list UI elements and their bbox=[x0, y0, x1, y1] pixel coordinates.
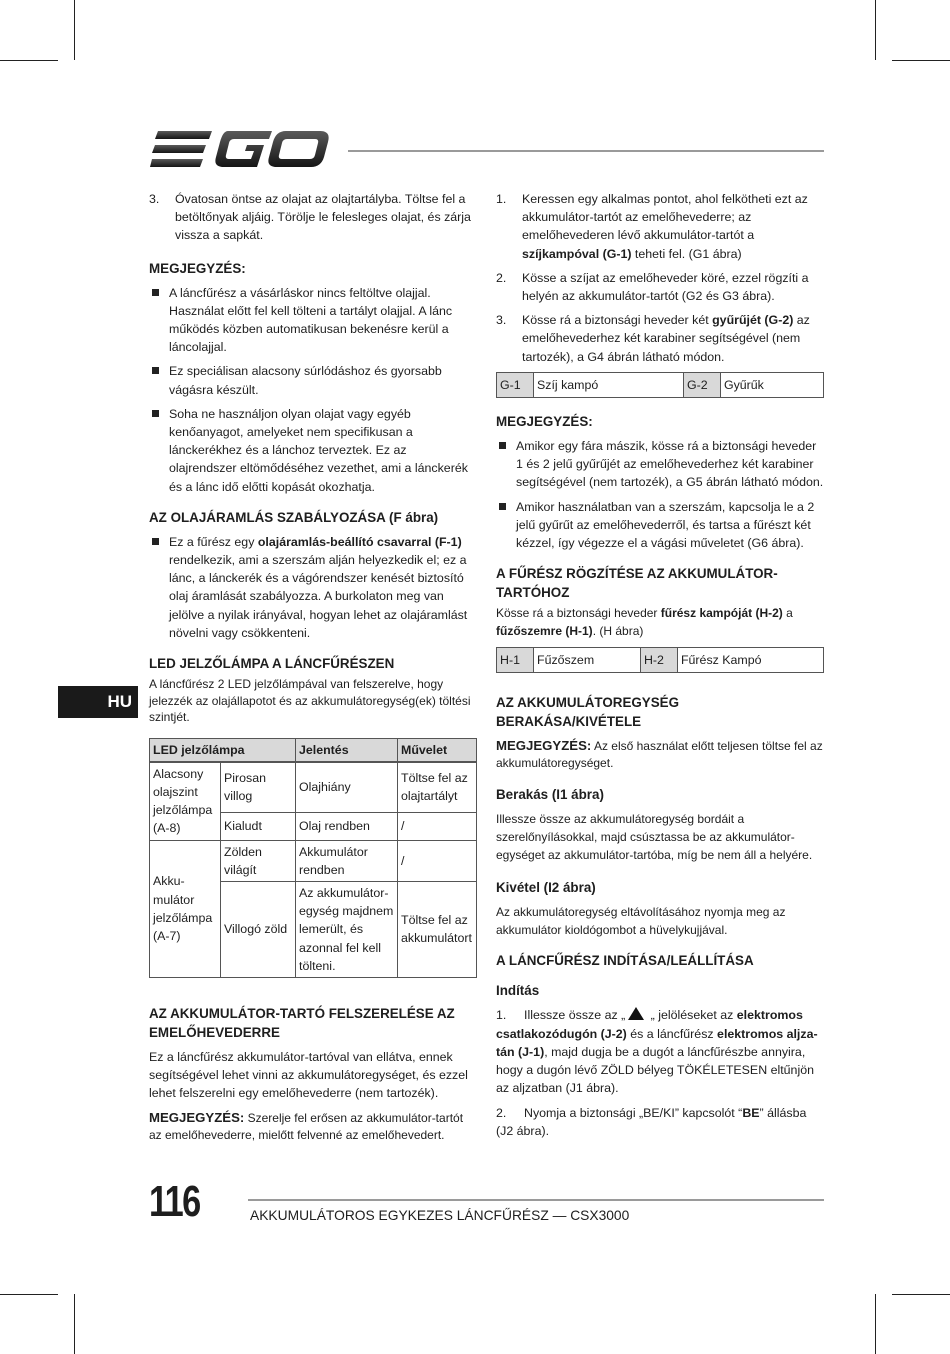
table-header: LED jelzőlámpa bbox=[150, 738, 296, 762]
insert-text: Illessze össze az akkumulátoregység bordáit a szerelőnyílásokkal, majd csúsztassa be az akkumulátor-egységet az akkumulátor-tartóba, míg be nem áll a helyére. bbox=[496, 812, 813, 863]
g-parts-table bbox=[496, 372, 824, 398]
table-cell: H-2 bbox=[640, 647, 677, 672]
step-number: 3. bbox=[496, 313, 507, 328]
table-row bbox=[150, 840, 477, 881]
footer-title: AKKUMULÁTOROS EGYKEZES LÁNCFŰRÉSZ — CSX3000 bbox=[250, 1208, 630, 1223]
oilflow-heading: AZ OLAJÁRAMLÁS SZABÁLYOZÁSA (F ábra) bbox=[149, 509, 439, 525]
crop-mark bbox=[0, 60, 58, 61]
remove-heading: Kivétel (I2 ábra) bbox=[496, 879, 596, 895]
table-cell: Töltse fel az olajtartályt bbox=[398, 762, 477, 812]
table-cell: / bbox=[398, 840, 477, 881]
crop-mark bbox=[0, 1294, 58, 1295]
start-step-1: 1. Illessze össze az „ „ jelöléseket az elektromos csatlakozódugón (J-2) és a láncfűrész elektromos aljza-tán (J-1), majd dugja be a dugót a láncfűrészbe annyira, hogy a dugón lévő ZÖLD bélyeg TÖKÉLETESEN eltűnjön az aljzatban (J1 ábra). bbox=[496, 1008, 818, 1096]
start-subheading: Indítás bbox=[496, 983, 540, 999]
bullet-icon bbox=[152, 367, 159, 374]
remove-text: Az akkumulátoregység eltávolításához nyomja meg az akkumulátor kioldógombot a hüvelykujjával. bbox=[496, 904, 786, 938]
table-row bbox=[497, 372, 824, 397]
table-row bbox=[497, 647, 824, 672]
language-tab: HU bbox=[58, 686, 138, 718]
table-cell: H-1 bbox=[497, 647, 534, 672]
bullet-text: A láncfűrész a vásárláskor nincs feltöltve olajjal. Használat előtt fel kell tölteni a tartályt olajjal. A lánc működés közben automatikusan bekenésre kerül a láncolajjal. bbox=[169, 285, 453, 355]
table-header-row bbox=[150, 738, 477, 762]
table-cell: Fűrész Kampó bbox=[677, 647, 823, 672]
table-cell: Az akkumulátor-egység majdnem lemerült, és azonnal fel kell tölteni. bbox=[296, 881, 398, 977]
attach-heading: A FŰRÉSZ RÖGZÍTÉSE AZ AKKUMULÁTOR-TARTÓHOZ bbox=[496, 566, 778, 601]
bullet-icon bbox=[499, 503, 506, 510]
bullet-text: Amikor egy fára mászik, kösse rá a biztonsági heveder 1 és 2 jelű gyűrűjét az emelőhevederhez két karabiner segítségével (nem tartozék), a G5 ábrán látható módon. bbox=[516, 439, 824, 490]
crop-mark bbox=[74, 1294, 75, 1354]
page-number: 116 bbox=[149, 1177, 200, 1226]
table-header: Művelet bbox=[398, 738, 477, 762]
step-3 bbox=[149, 190, 477, 245]
h-parts-table bbox=[496, 647, 824, 673]
bullet-text: Ez a fűrész egy olajáramlás-beállító csavarral (F-1) rendelkezik, ami a szerszám alján helyezkedik el; ez a lánc, a lánckerék és a vágórendszer kenését biztosító olaj áramlását szabályozza. A burkolaton meg van jelölve a nyilak irányával, hogyan lehet az olajáramlást növelni vagy csökkenteni. bbox=[169, 534, 468, 640]
step-text: Keressen egy alkalmas pontot, ahol felkötheti ezt az akkumulátor-tartót az emelőhevederre; az emelőhevederen lévő akkumulátor-tartót a szíjkampóval (G-1) teheti fel. (G1 ábra) bbox=[522, 192, 808, 261]
step-1 bbox=[496, 190, 825, 263]
step-number: 2. bbox=[496, 270, 507, 285]
table-cell: G-2 bbox=[683, 372, 720, 397]
right-column bbox=[496, 190, 825, 1146]
list-item bbox=[149, 533, 477, 642]
bullet-text: Amikor használatban van a szerszám, kapcsolja le a 2 jelű gyűrűt az emelőhevederről, és tartsa a fűrészt két kézzel, így végezze el a vágási műveletet (G6 ábra). bbox=[516, 499, 815, 551]
table-cell: Fűzőszem bbox=[534, 647, 641, 672]
start-heading: A LÁNCFŰRÉSZ INDÍTÁSA/LEÁLLÍTÁSA bbox=[496, 953, 754, 969]
crop-mark bbox=[875, 1294, 876, 1354]
battery-note: MEGJEGYZÉS: Az első használat előtt teljesen töltse fel az akkumulátoregységet. bbox=[496, 737, 823, 770]
list-item bbox=[496, 437, 825, 492]
list-item bbox=[149, 284, 477, 357]
bullet-icon bbox=[152, 538, 159, 545]
harness-note: MEGJEGYZÉS: Szerelje fel erősen az akkumulátor-tartót az emelőhevederre, mielőtt felvenné az emelőhevedert. bbox=[149, 1109, 464, 1142]
crop-mark bbox=[74, 0, 75, 60]
ego-logo bbox=[150, 128, 330, 172]
bullet-icon bbox=[499, 442, 506, 449]
left-column bbox=[149, 190, 477, 1150]
step-2 bbox=[496, 269, 825, 305]
table-cell: Töltse fel az akkumulátort bbox=[398, 881, 477, 977]
attach-text: Kösse rá a biztonsági heveder fűrész kampóját (H-2) a fűzőszemre (H-1). (H ábra) bbox=[496, 606, 793, 639]
table-cell: Olajhiány bbox=[296, 762, 398, 812]
list-item bbox=[149, 405, 477, 496]
step-text: Kösse a szíjat az emelőheveder köré, ezzel rögzíti a helyén az akkumulátor-tartót (G2 és G3 ábra). bbox=[522, 270, 809, 304]
bullet-icon bbox=[152, 289, 159, 296]
triangle-mark-icon bbox=[628, 1007, 644, 1020]
table-cell: Zölden világít bbox=[221, 840, 296, 881]
footer-rule bbox=[248, 1199, 824, 1201]
step-3 bbox=[496, 311, 825, 366]
table-cell: Akku-mulátor jelzőlámpa (A-7) bbox=[150, 840, 221, 977]
step-text: Kösse rá a biztonsági heveder két gyűrűjét (G-2) az emelőhevederhez két karabiner segítségével (nem tartozék), a G4 ábrán látható módon. bbox=[522, 313, 810, 364]
table-cell: Gyűrűk bbox=[720, 372, 823, 397]
crop-mark bbox=[892, 1294, 950, 1295]
table-cell: Olaj rendben bbox=[296, 812, 398, 840]
header-rule bbox=[348, 150, 824, 152]
table-cell: Szíj kampó bbox=[534, 372, 684, 397]
led-table bbox=[149, 738, 477, 978]
battery-heading: AZ AKKUMULÁTOREGYSÉG BERAKÁSA/KIVÉTELE bbox=[496, 694, 680, 729]
table-row bbox=[150, 762, 477, 812]
step-number: 3. bbox=[149, 192, 160, 206]
table-cell: Alacsony olajszint jelzőlámpa (A-8) bbox=[150, 762, 221, 840]
bullet-text: Soha ne használjon olyan olajat vagy egyéb kenőanyagot, amelyeket nem specifikusan a lánckerékhez és a lánchoz terveztek. Ez az olajrendszer eltömődéséhez vezethet, ami a lánckerék és a lánc idő előtti kopását okozhatja. bbox=[169, 406, 468, 494]
crop-mark bbox=[875, 0, 876, 60]
note-heading: MEGJEGYZÉS: bbox=[149, 260, 246, 276]
bullet-icon bbox=[152, 410, 159, 417]
list-item bbox=[496, 498, 825, 553]
led-intro: A láncfűrész 2 LED jelzőlámpával van felszerelve, hogy jelezzék az olajállapotot és az akkumulátoregység(ek) töltési szintjét. bbox=[149, 677, 471, 725]
bullet-text: Ez speciálisan alacsony súrlódáshoz és gyorsabb vágásra készült. bbox=[169, 364, 442, 397]
harness-text: Ez a láncfűrész akkumulátor-tartóval van ellátva, ennek segítségével lehet vinni az akkumulátoregységet, és ezzel lehet felszerelni egy emelőhevederre (nem tartozék). bbox=[149, 1050, 468, 1101]
step-text: Óvatosan öntse az olajat az olajtartályba. Töltse fel a betöltőnyak aljáig. Törölje le felesleges olajat, és zárja vissza a sapkát. bbox=[175, 192, 471, 243]
table-cell: Pirosan villog bbox=[221, 762, 296, 812]
list-item bbox=[149, 362, 477, 398]
start-step-2: 2. Nyomja a biztonsági „BE/KI” kapcsolót “BE” állásba (J2 ábra). bbox=[496, 1105, 807, 1138]
note-heading: MEGJEGYZÉS: bbox=[496, 414, 593, 430]
led-heading: LED JELZŐLÁMPA A LÁNCFŰRÉSZEN bbox=[149, 656, 395, 672]
table-cell: G-1 bbox=[497, 372, 534, 397]
table-cell: Akkumulátor rendben bbox=[296, 840, 398, 881]
crop-mark bbox=[892, 60, 950, 61]
step-number: 1. bbox=[496, 192, 507, 206]
table-header: Jelentés bbox=[296, 738, 398, 762]
harness-heading: AZ AKKUMULÁTOR-TARTÓ FELSZERELÉSE AZ EMELŐHEVEDERRE bbox=[149, 1006, 455, 1040]
insert-heading: Berakás (I1 ábra) bbox=[496, 786, 604, 802]
table-cell: Villogó zöld bbox=[221, 881, 296, 977]
table-cell: Kialudt bbox=[221, 812, 296, 840]
table-cell: / bbox=[398, 812, 477, 840]
